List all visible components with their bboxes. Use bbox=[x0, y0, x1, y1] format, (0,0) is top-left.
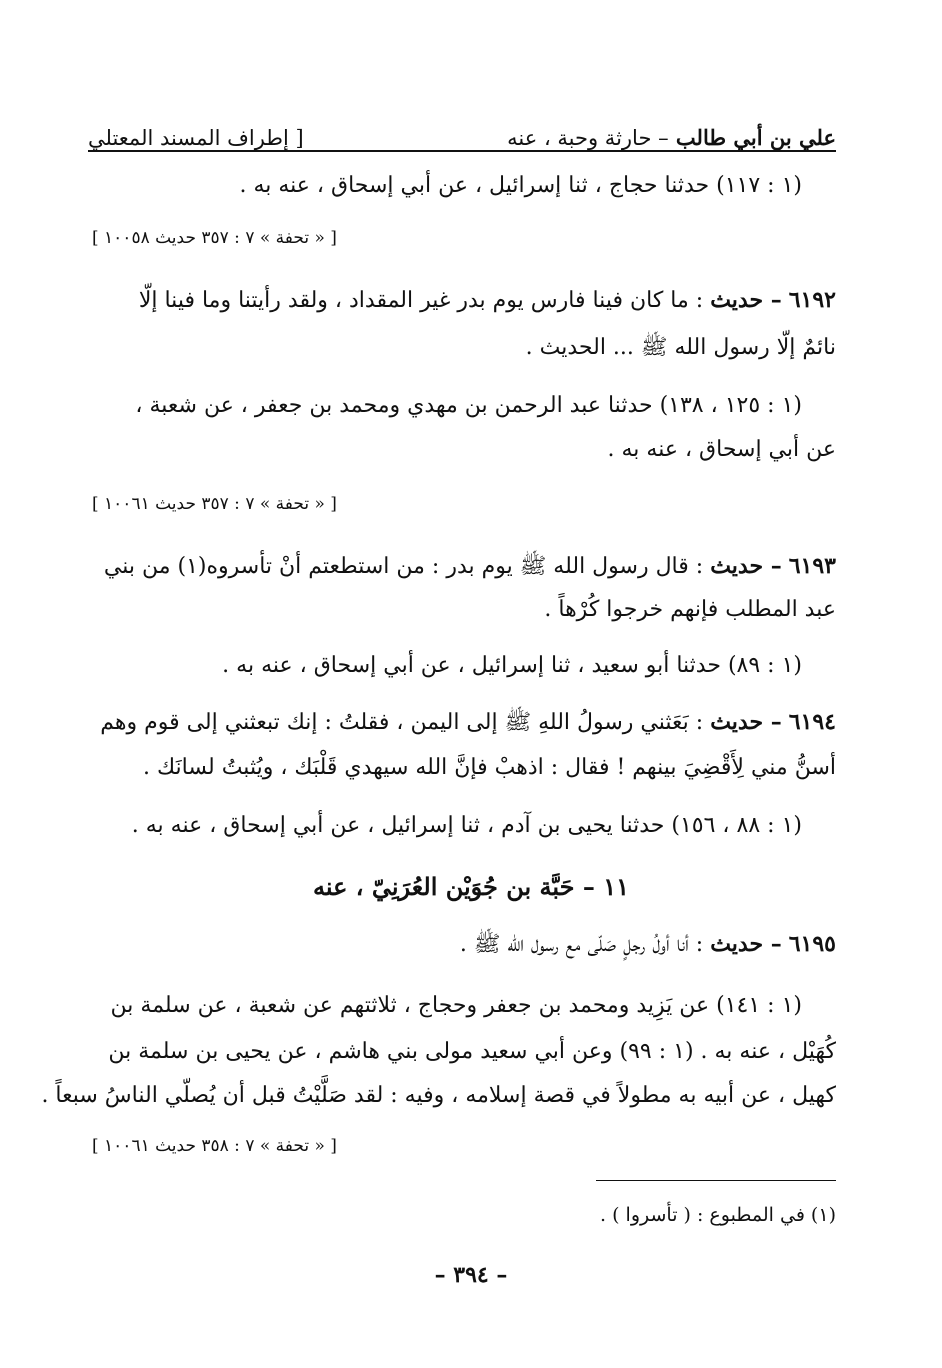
hadith-6192-source-1: (١ : ١٢٥ ، ١٣٨) حدثنا عبد الرحمن بن مهدي ومحمد بن جعفر ، عن شعبة ، bbox=[135, 393, 802, 418]
hadith-number: ٦١٩٣ bbox=[788, 553, 836, 579]
page-number: – ٣٩٤ – bbox=[434, 1262, 508, 1288]
hadith-6195-source-3: كهيل ، عن أبيه به مطولاً في قصة إسلامه ، وفيه : لقد صَلَّيْتُ قبل أن يُصلّي الناسُ سبعاً . bbox=[41, 1083, 836, 1108]
hadith-keyword: حديث bbox=[710, 931, 764, 957]
footnote-rule bbox=[596, 1180, 836, 1181]
source-line: (١ : ١١٧) حدثنا حجاج ، ثنا إسرائيل ، عن أبي إسحاق ، عنه به . bbox=[239, 173, 802, 198]
hadith-6195-source-1: (١ : ١٤١) عن يَزِيد ومحمد بن جعفر وحجاج ، ثلاثتهم عن شعبة ، عن سلمة بن bbox=[110, 993, 802, 1018]
hadith-text: : ما كان فينا فارس يوم بدر غير المقداد ، ولقد رأيتنا وما فينا إلّا bbox=[138, 288, 704, 313]
hadith-text: : قال رسول الله ﷺ يوم بدر : من استطعتم أنْ تأسروه(١) من بني bbox=[103, 554, 704, 579]
tuhfa-reference: [ « تحفة » ٧ : ٣٥٧ حديث ١٠٠٦١ ] bbox=[92, 494, 337, 514]
hadith-6192-source-2: عن أبي إسحاق ، عنه به . bbox=[607, 437, 836, 462]
hadith-6193-line-1: ٦١٩٣ – حديث : قال رسول الله ﷺ يوم بدر : من استطعتم أنْ تأسروه(١) من بني bbox=[103, 553, 836, 579]
hadith-keyword: حديث bbox=[710, 553, 764, 579]
header-author: علي بن أبي طالب bbox=[675, 125, 836, 150]
hadith-6194-line-1: ٦١٩٤ – حديث : بَعَثني رسولُ اللهِ ﷺ إلى اليمن ، فقلتُ : إنك تبعثني إلى قوم وهم bbox=[100, 709, 836, 735]
hadith-text: : أنا أولُ رجلٍ صَلّى مع رسول الله ﷺ . bbox=[459, 932, 704, 957]
hadith-6194-source-1: (١ : ٨٨ ، ١٥٦) حدثنا يحيى بن آدم ، ثنا إسرائيل ، عن أبي إسحاق ، عنه به . bbox=[131, 813, 802, 838]
tuhfa-reference: [ « تحفة » ٧ : ٣٥٨ حديث ١٠٠٦١ ] bbox=[92, 1136, 337, 1156]
tuhfa-reference: [ « تحفة » ٧ : ٣٥٧ حديث ١٠٠٥٨ ] bbox=[92, 228, 337, 248]
hadith-number: ٦١٩٢ bbox=[788, 287, 836, 313]
hadith-6195-source-2: كُهَيْل ، عنه به . (١ : ٩٩) وعن أبي سعيد مولى بني هاشم ، عن يحيى بن سلمة بن bbox=[108, 1039, 836, 1064]
header-title bbox=[507, 125, 836, 150]
hadith-keyword: حديث bbox=[710, 709, 764, 735]
hadith-number: ٦١٩٥ bbox=[788, 931, 836, 957]
hadith-6192-line-1: ٦١٩٢ – حديث : ما كان فينا فارس يوم بدر غير المقداد ، ولقد رأيتنا وما فينا إلّا bbox=[138, 287, 836, 313]
hadith-6192-line-2: نائمٌ إلّا رسول الله ﷺ ... الحديث . bbox=[525, 335, 836, 360]
hadith-6193-source-1: (١ : ٨٩) حدثنا أبو سعيد ، ثنا إسرائيل ، عن أبي إسحاق ، عنه به . bbox=[222, 653, 802, 678]
footnote: (١) في المطبوع : ( تأسروا ) . bbox=[600, 1204, 836, 1226]
header-subtitle: – حارثة وحبة ، عنه bbox=[507, 126, 669, 150]
hadith-6195-line-1: ٦١٩٥ – حديث : أنا أولُ رجلٍ صَلّى مع رسول الله ﷺ . bbox=[459, 931, 836, 957]
hadith-6193-line-2: عبد المطلب فإنهم خرجوا كُرْهاً . bbox=[544, 597, 836, 622]
hadith-number: ٦١٩٤ bbox=[788, 709, 836, 735]
hadith-text: : بَعَثني رسولُ اللهِ ﷺ إلى اليمن ، فقلتُ : إنك تبعثني إلى قوم وهم bbox=[100, 710, 704, 735]
running-header bbox=[88, 110, 836, 150]
header-book-title: [ إطراف المسند المعتلي bbox=[88, 126, 304, 150]
header-rule bbox=[88, 150, 836, 152]
hadith-6194-line-2: أسنُّ مني لِأَقْضِيَ بينهم ! فقال : اذهبْ فإنَّ الله سيهدي قَلْبَك ، ويُثبتُ لسانَك . bbox=[143, 755, 836, 780]
section-title: ١١ – حَبَّة بن جُوَيْن العُرَنِيّ ، عنه bbox=[312, 872, 629, 901]
hadith-keyword: حديث bbox=[710, 287, 764, 313]
